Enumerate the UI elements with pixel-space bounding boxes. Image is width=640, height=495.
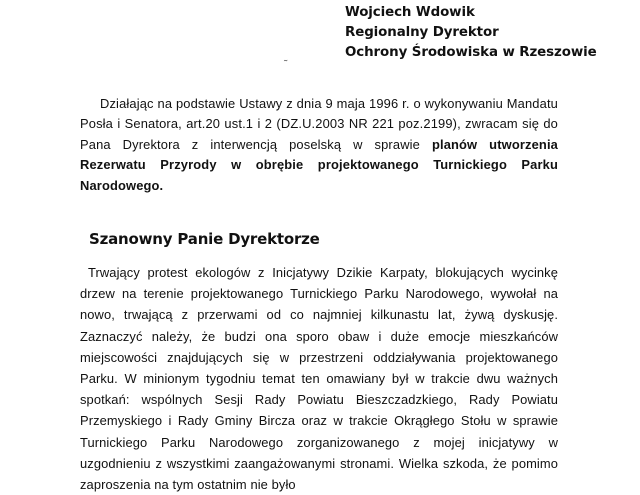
recipient-address bbox=[345, 3, 597, 63]
recipient-office: Ochrony Środowiska w Rzeszowie bbox=[345, 45, 597, 60]
intro-subject-bold: planów utworzenia Rezerwatu Przyrody w obrębie projektowanego Turnickiego Parku Narodowego. bbox=[80, 136, 558, 193]
recipient-title: Regionalny Dyrektor bbox=[345, 25, 499, 40]
body-paragraph: Trwający protest ekologów z Inicjatywy Dzikie Karpaty, blokujących wycinkę drzew na terenie projektowanego Turnickiego Parku Narodowego, wywołał na nowo, trwającą z przerwami od co najmniej kilkunastu lat, żywą dyskusję. Zaznaczyć należy, że budzi ona sporo obaw i duże emocje mieszkańców miejscowości znajdujących się w przestrzeni oddziaływania projektowanego Parku. W minionym tygodniu temat ten omawiany był w trakcie dwu ważnych spotkań: wspólnych Sesji Rady Powiatu Bieszczadzkiego, Rady Powiatu Przemyskiego i Rady Gminy Bircza oraz w trakcie Okrągłego Stołu w sprawie Turnickiego Parku Narodowego zorganizowanego z mojej inicjatywy w uzgodnieniu z wszystkimi zaangażowanymi stronami. Wielka szkoda, że pomimo zaproszenia na tym ostatnim nie było bbox=[80, 265, 558, 493]
salutation-heading: Szanowny Panie Dyrektorze bbox=[89, 230, 320, 248]
intro-paragraph bbox=[80, 94, 558, 196]
intro-text: Działając na podstawie Ustawy z dnia 9 maja 1996 r. o wykonywaniu Mandatu Posła i Senatora, art.20 ust.1 i 2 (DZ.U.2003 NR 221 poz.2199), zwracam się do Pana Dyrektora z interwencją poselską w sprawie bbox=[80, 96, 558, 152]
scan-speck: ˜ bbox=[284, 59, 288, 70]
recipient-name: Wojciech Wdowik bbox=[345, 5, 475, 20]
